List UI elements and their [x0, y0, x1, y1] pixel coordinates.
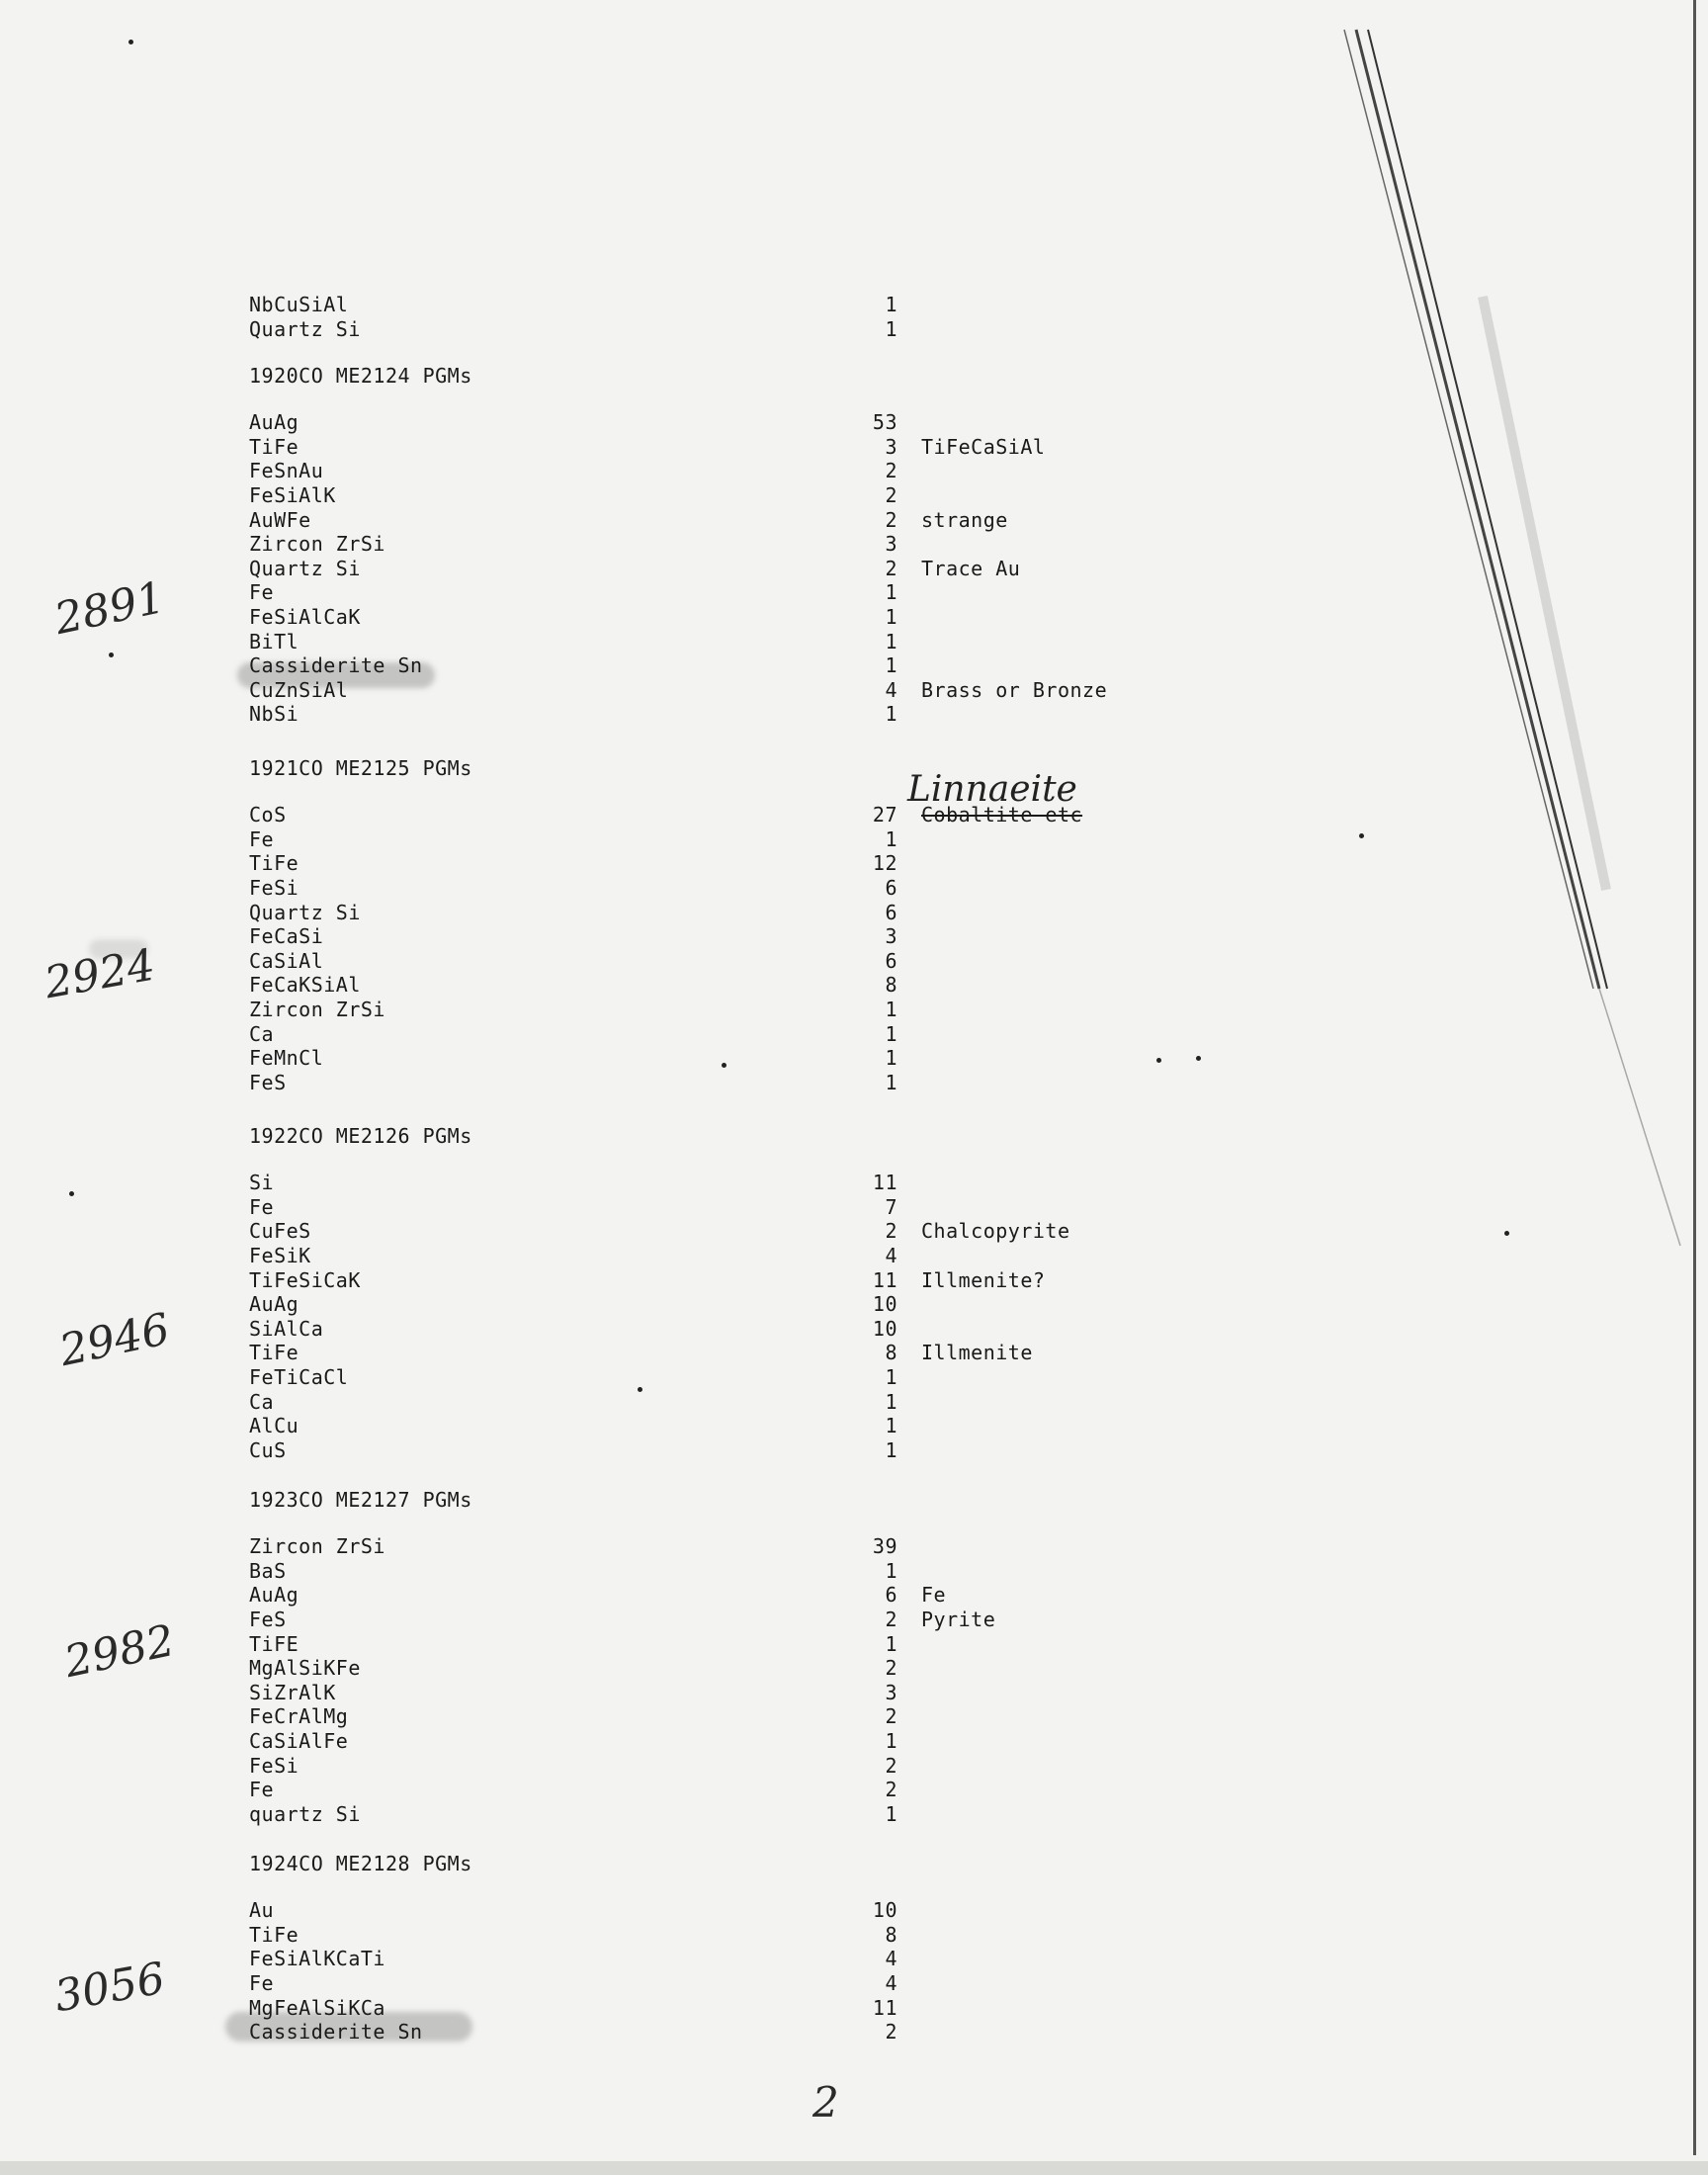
- row-count: 3: [885, 434, 897, 459]
- row-count: 10: [872, 1292, 897, 1317]
- handwritten-sample-number: 2924: [41, 939, 159, 1009]
- row-mineral: NbCuSiAl: [249, 293, 349, 316]
- page-right-border: [1693, 0, 1696, 2155]
- row-note: Illmenite: [921, 1341, 1033, 1365]
- row-mineral: FeS: [249, 1608, 287, 1631]
- row-count: 1: [885, 293, 897, 316]
- row-mineral: TiFeSiCaK: [249, 1267, 361, 1292]
- page-number: 2: [812, 2078, 839, 2127]
- row-count: 2: [885, 1656, 897, 1681]
- row-mineral: TiFe: [249, 434, 299, 459]
- row-count: 4: [885, 1971, 897, 1995]
- row-mineral: AuAg: [249, 1292, 299, 1317]
- row-count: 53: [872, 410, 897, 435]
- row-count: 11: [872, 1171, 897, 1195]
- row-count: 39: [872, 1534, 897, 1559]
- row-note: TiFeCaSiAl: [921, 434, 1046, 459]
- row-mineral: Quartz Si: [249, 556, 361, 580]
- row-mineral: FeTiCaCl: [249, 1365, 349, 1389]
- row-count: 3: [885, 532, 897, 557]
- row-count: 10: [872, 1316, 897, 1341]
- row-count: 1: [885, 580, 897, 605]
- speck: [638, 1387, 642, 1392]
- row-note: Pyrite: [921, 1608, 996, 1631]
- row-count: 2: [885, 556, 897, 580]
- row-count: 2: [885, 1219, 897, 1244]
- row-count: 12: [872, 851, 897, 876]
- row-mineral: Ca: [249, 1389, 275, 1414]
- row-mineral: FeCrAlMg: [249, 1704, 349, 1729]
- speck: [722, 1063, 726, 1068]
- row-count: 7: [885, 1194, 897, 1219]
- paper-bottom-edge: [0, 2161, 1708, 2175]
- row-mineral: FeSi: [249, 1753, 299, 1778]
- row-count: 1: [885, 702, 897, 727]
- row-count: 8: [885, 1922, 897, 1947]
- row-count: 4: [885, 677, 897, 702]
- row-count: 1: [885, 1437, 897, 1462]
- row-mineral: FeCaSi: [249, 924, 324, 949]
- row-count: 2: [885, 2020, 897, 2044]
- row-count: 6: [885, 876, 897, 900]
- row-mineral: SiZrAlK: [249, 1680, 336, 1704]
- row-count: 1: [885, 1021, 897, 1046]
- speck: [128, 40, 133, 44]
- row-note: Trace Au: [921, 556, 1021, 580]
- row-count: 1: [885, 605, 897, 629]
- row-mineral: Ca: [249, 1021, 275, 1046]
- row-mineral: FeS: [249, 1070, 287, 1094]
- row-mineral: TiFe: [249, 1922, 299, 1947]
- row-mineral: FeCaKSiAl: [249, 973, 361, 998]
- row-mineral: quartz Si: [249, 1801, 361, 1826]
- row-mineral: FeSiK: [249, 1244, 311, 1267]
- row-mineral: TiFe: [249, 1341, 299, 1365]
- row-count: 1: [885, 316, 897, 341]
- row-count: 8: [885, 1341, 897, 1365]
- row-count: 1: [885, 1414, 897, 1438]
- row-mineral: FeSi: [249, 876, 299, 900]
- row-mineral: TiFe: [249, 851, 299, 876]
- handwritten-sample-number: 2891: [49, 571, 170, 646]
- row-mineral: CuS: [249, 1437, 287, 1462]
- row-mineral: AuWFe: [249, 507, 311, 532]
- row-count: 11: [872, 1995, 897, 2020]
- row-count: 1: [885, 629, 897, 653]
- row-mineral: MgFeAlSiKCa: [249, 1995, 385, 2020]
- row-mineral: Fe: [249, 1778, 275, 1802]
- row-mineral: NbSi: [249, 702, 299, 727]
- row-count: 1: [885, 1046, 897, 1071]
- row-count: 1: [885, 1389, 897, 1414]
- row-mineral: Quartz Si: [249, 316, 361, 341]
- section-header: 1923CO ME2127 PGMs: [249, 1488, 472, 1512]
- row-mineral: FeSiAlCaK: [249, 605, 361, 629]
- row-mineral: FeSiAlKCaTi: [249, 1947, 385, 1971]
- row-mineral: Fe: [249, 1194, 275, 1219]
- row-mineral: TiFE: [249, 1631, 299, 1656]
- row-count: 6: [885, 1583, 897, 1608]
- speck: [69, 1191, 74, 1196]
- speck: [109, 652, 114, 657]
- row-count: 2: [885, 1704, 897, 1729]
- row-mineral: AlCu: [249, 1414, 299, 1438]
- row-mineral: Au: [249, 1898, 275, 1923]
- row-mineral: Fe: [249, 1971, 275, 1995]
- row-count: 2: [885, 1753, 897, 1778]
- row-note: Brass or Bronze: [921, 677, 1108, 702]
- handwritten-correction: Linnaeite: [907, 769, 1077, 810]
- row-mineral: CuFeS: [249, 1219, 311, 1244]
- row-count: 1: [885, 1801, 897, 1826]
- row-mineral: Zircon ZrSi: [249, 1534, 385, 1559]
- row-count: 1: [885, 1729, 897, 1753]
- section-header: 1920CO ME2124 PGMs: [249, 364, 472, 388]
- row-count: 2: [885, 507, 897, 532]
- row-mineral: AuAg: [249, 1583, 299, 1608]
- row-mineral: Si: [249, 1171, 275, 1195]
- row-mineral: FeSnAu: [249, 459, 324, 483]
- row-count: 2: [885, 1608, 897, 1631]
- row-mineral: Zircon ZrSi: [249, 532, 385, 557]
- row-mineral: CuZnSiAl: [249, 677, 349, 702]
- row-count: 2: [885, 459, 897, 483]
- row-count: 4: [885, 1947, 897, 1971]
- speck: [1196, 1056, 1201, 1061]
- row-note: Illmenite?: [921, 1267, 1046, 1292]
- row-mineral: CaSiAl: [249, 948, 324, 973]
- row-mineral: Fe: [249, 580, 275, 605]
- row-count: 6: [885, 948, 897, 973]
- row-mineral: Zircon ZrSi: [249, 998, 385, 1021]
- row-mineral: FeMnCl: [249, 1046, 324, 1071]
- row-count: 1: [885, 653, 897, 678]
- row-mineral: CaSiAlFe: [249, 1729, 349, 1753]
- row-count: 27: [872, 803, 897, 827]
- row-mineral: MgAlSiKFe: [249, 1656, 361, 1681]
- row-mineral: CoS: [249, 803, 287, 827]
- section-header: 1921CO ME2125 PGMs: [249, 756, 472, 780]
- row-mineral: FeSiAlK: [249, 483, 336, 507]
- handwritten-sample-number: 2982: [59, 1614, 180, 1689]
- row-count: 1: [885, 826, 897, 851]
- row-count: 10: [872, 1898, 897, 1923]
- handwritten-sample-number: 3056: [50, 1953, 169, 2023]
- speck: [1156, 1058, 1161, 1063]
- row-mineral: BaS: [249, 1558, 287, 1583]
- row-mineral: Fe: [249, 826, 275, 851]
- speck: [1504, 1231, 1509, 1236]
- row-mineral: AuAg: [249, 410, 299, 435]
- row-count: 1: [885, 998, 897, 1021]
- row-mineral: Cassiderite Sn: [249, 653, 423, 678]
- row-note: Fe: [921, 1583, 947, 1608]
- row-count: 1: [885, 1631, 897, 1656]
- row-count: 3: [885, 924, 897, 949]
- row-count: 8: [885, 973, 897, 998]
- row-mineral: SiAlCa: [249, 1316, 324, 1341]
- row-count: 4: [885, 1244, 897, 1267]
- row-count: 6: [885, 900, 897, 924]
- section-header: 1922CO ME2126 PGMs: [249, 1124, 472, 1148]
- row-count: 1: [885, 1558, 897, 1583]
- row-mineral: Quartz Si: [249, 900, 361, 924]
- handwritten-sample-number: 2946: [54, 1303, 175, 1377]
- row-count: 1: [885, 1365, 897, 1389]
- row-note: Cobaltite etc: [921, 803, 1083, 827]
- section-header: 1924CO ME2128 PGMs: [249, 1852, 472, 1875]
- row-note: Chalcopyrite: [921, 1219, 1070, 1244]
- row-mineral: BiTl: [249, 629, 299, 653]
- row-count: 11: [872, 1267, 897, 1292]
- row-count: 2: [885, 483, 897, 507]
- row-count: 2: [885, 1778, 897, 1802]
- row-note: strange: [921, 507, 1008, 532]
- row-count: 3: [885, 1680, 897, 1704]
- row-mineral: Cassiderite Sn: [249, 2020, 423, 2044]
- row-count: 1: [885, 1070, 897, 1094]
- speck: [1359, 833, 1364, 838]
